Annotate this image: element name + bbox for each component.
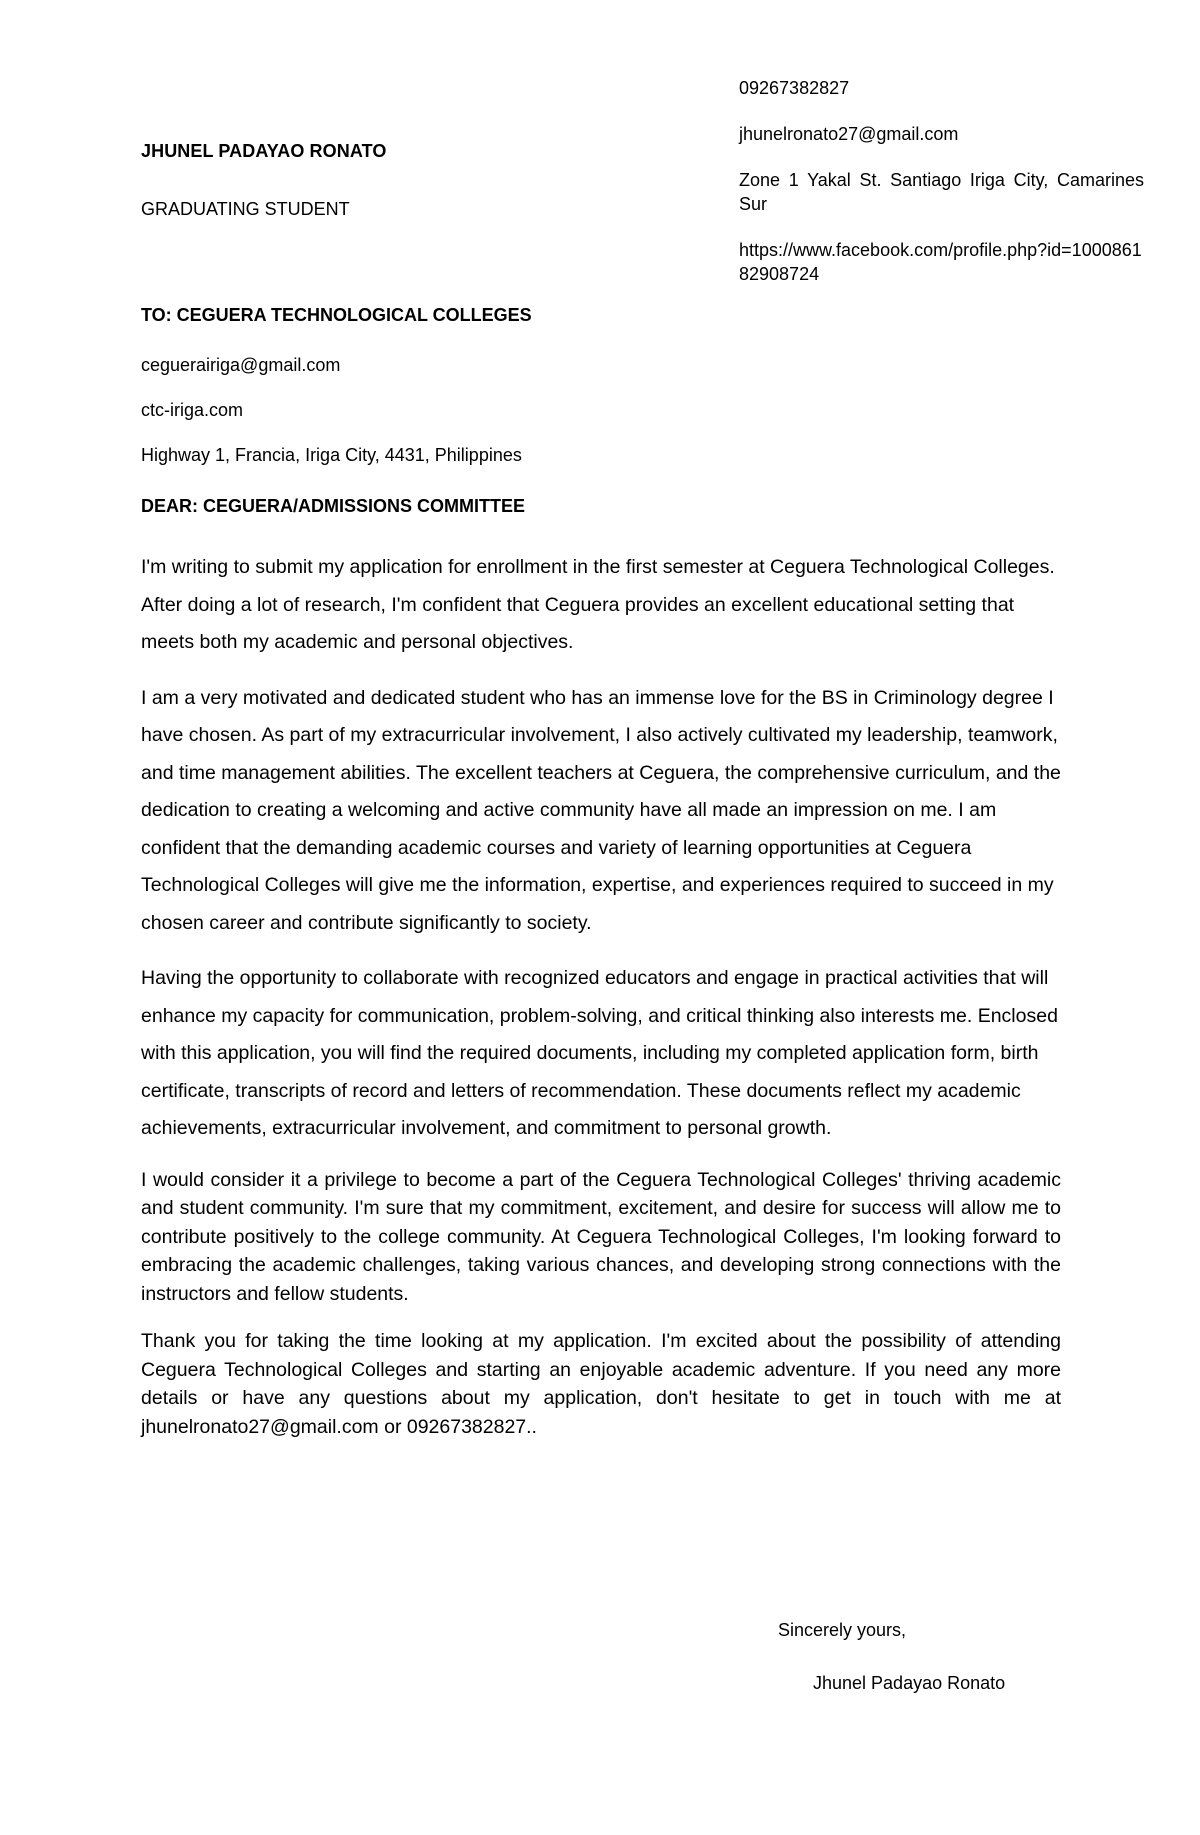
- contact-block: [739, 76, 1144, 308]
- sender-name: JHUNEL PADAYAO RONATO: [141, 141, 387, 161]
- sender-title: GRADUATING STUDENT: [141, 199, 350, 219]
- recipient-address: Highway 1, Francia, Iriga City, 4431, Philippines: [141, 445, 522, 465]
- valediction: Sincerely yours,: [778, 1620, 907, 1640]
- recipient-block: [141, 305, 1061, 489]
- body-paragraph-1: I'm writing to submit my application for enrollment in the first semester at Ceguera Technological Colleges. After doing a lot of research, I'm confident that Ceguera provides an excellent educational setting that meets both my academic and personal objectives.: [141, 556, 1055, 653]
- letter-body: [141, 549, 1061, 1460]
- body-paragraph-3: Having the opportunity to collaborate with recognized educators and engage in practical activities that will enhance my capacity for communication, problem-solving, and critical thinking also interests me. Enclosed with this application, you will find the required documents, including my completed application form, birth certificate, transcripts of record and letters of recommendation. These documents reflect my academic achievements, extracurricular involvement, and commitment to personal growth.: [141, 967, 1058, 1139]
- body-paragraph-4: I would consider it a privilege to become a part of the Ceguera Technological Colleges' thriving academic and student community. I'm sure that my commitment, excitement, and desire for success will allow me to contribute positively to the college community. At Ceguera Technological Colleges, I'm looking forward to embracing the academic challenges, taking various chances, and developing strong connections with the instructors and fellow students.: [141, 1168, 1061, 1305]
- contact-email: jhunelronato27@gmail.com: [739, 124, 959, 144]
- recipient-website: ctc-iriga.com: [141, 400, 244, 420]
- contact-facebook: https://www.facebook.com/profile.php?id=100086182908724: [739, 240, 1142, 284]
- recipient-to: TO: CEGUERA TECHNOLOGICAL COLLEGES: [141, 305, 532, 325]
- contact-address: Zone 1 Yakal St. Santiago Iriga City, Camarines Sur: [739, 170, 1144, 214]
- signature-name: Jhunel Padayao Ronato: [813, 1673, 1006, 1693]
- salutation: DEAR: CEGUERA/ADMISSIONS COMMITTEE: [141, 496, 526, 516]
- body-paragraph-2: I am a very motivated and dedicated student who has an immense love for the BS in Criminology degree I have chosen. As part of my extracurricular involvement, I also actively cultivated my leadership, teamwork, and time management abilities. The excellent teachers at Ceguera, the comprehensive curriculum, and the dedication to creating a welcoming and active community have all made an impression on me. I am confident that the demanding academic courses and variety of learning opportunities at Ceguera Technological Colleges will give me the information, expertise, and experiences required to succeed in my chosen career and contribute significantly to society.: [141, 686, 1061, 934]
- recipient-email: ceguerairiga@gmail.com: [141, 355, 341, 375]
- body-paragraph-5: Thank you for taking the time looking at my application. I'm excited about the possibility of attending Ceguera Technological Colleges and starting an enjoyable academic adventure. If you need any more details or have any questions about my application, don't hesitate to get in touch with me at jhunelronato27@gmail.com or 09267382827..: [141, 1330, 1061, 1438]
- contact-phone: 09267382827: [739, 78, 850, 98]
